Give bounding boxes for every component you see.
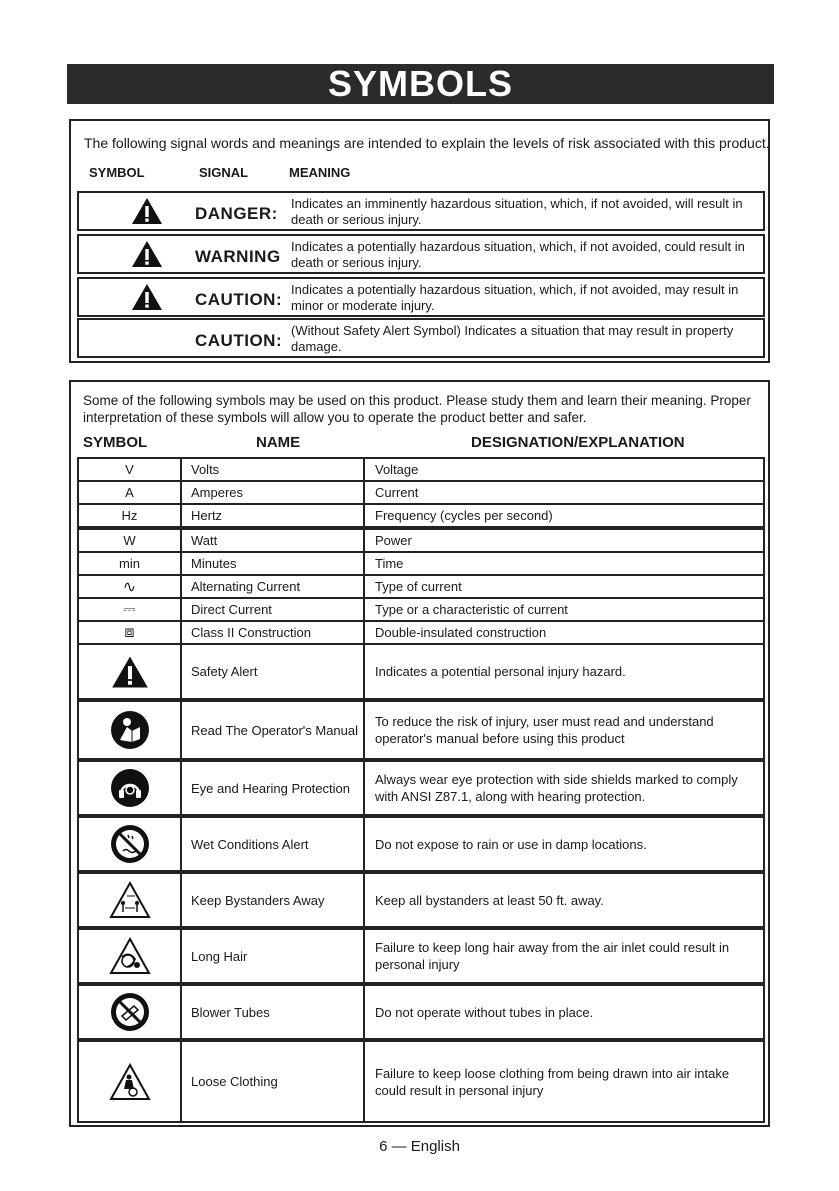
signal-intro: The following signal words and meanings are intended to explain the levels of risk associated with this product. [84,135,770,151]
symbols-section [69,380,770,1127]
symbol-designation: Failure to keep long hair away from the air inlet could result in personal injury [375,940,730,972]
table-row [77,551,765,576]
symbol-text: Hz [79,505,182,526]
symbol-designation: Time [375,556,404,571]
symbol-name: Minutes [180,553,365,574]
symbol-designation: Failure to keep loose clothing from being drawn into air intake could result in personal injury [375,1065,730,1098]
symbol-designation: Frequency (cycles per second) [375,508,553,523]
loose-clothing-icon [109,1063,151,1101]
table-row [77,872,765,928]
page-title: SYMBOLS [327,63,513,104]
header-meaning: MEANING [289,165,351,180]
signal-meaning: Indicates a potentially hazardous situation, which, if not avoided, may result in minor or moderate injury. [291,282,739,313]
signal-word: WARNING [195,247,281,266]
symbol-name: Keep Bystanders Away [180,874,365,926]
symbol-designation: Type of current [375,579,462,594]
long-hair-icon [109,937,151,975]
symbol-name: Blower Tubes [180,986,365,1038]
direct-current-icon: ⎓ [79,599,182,620]
symbol-text: W [79,530,182,551]
safety-alert-icon [131,197,163,225]
symbol-designation: Current [375,485,419,500]
wet-conditions-icon [110,824,150,864]
signal-meaning: (Without Safety Alert Symbol) Indicates a situation that may result in property damage. [291,323,734,354]
table-row [77,503,765,528]
header-signal: SIGNAL [199,165,249,180]
header-designation: DESIGNATION/EXPLANATION [471,434,685,451]
safety-alert-icon [131,283,163,311]
symbol-designation: Keep all bystanders at least 50 ft. away. [375,892,604,908]
keep-bystanders-away-icon [109,881,151,919]
signal-row-warning [77,234,765,274]
symbol-name: Watt [180,530,365,551]
symbol-text: min [79,553,182,574]
signal-word: CAUTION: [195,331,283,350]
symbol-name: Volts [180,459,365,480]
safety-alert-icon [111,655,149,689]
signal-meaning: Indicates a potentially hazardous situation, which, if not avoided, could result in death or serious injury. [291,239,745,270]
table-row [77,816,765,872]
symbol-designation: Do not operate without tubes in place. [375,1004,594,1020]
table-row [77,643,765,700]
symbol-name: Loose Clothing [180,1042,365,1121]
table-row [77,928,765,984]
symbol-name: Read The Operator's Manual [180,702,365,758]
eye-hearing-protection-icon [110,768,150,808]
table-row [77,480,765,505]
symbol-name: Class II Construction [180,622,365,643]
read-manual-icon [110,710,150,750]
symbol-designation: Always wear eye protection with side shields marked to comply with ANSI Z87.1, along with hearing protection. [375,772,738,804]
symbol-name: Wet Conditions Alert [180,818,365,870]
table-row [77,1040,765,1123]
symbol-text: A [79,482,182,503]
symbol-name: Eye and Hearing Protection [180,762,365,814]
header-symbol: SYMBOL [89,165,145,180]
signal-word: CAUTION: [195,290,283,309]
class-ii-construction-icon: ⧈ [79,622,182,643]
signal-row-caution-no-symbol [77,318,765,358]
symbol-name: Safety Alert [180,645,365,698]
header-symbol: SYMBOL [83,434,148,451]
signal-row-caution [77,277,765,317]
header-name: NAME [256,434,301,451]
alternating-current-icon: ∿ [79,576,182,597]
symbol-designation: Type or a characteristic of current [375,602,568,617]
page-footer: 6 — English [379,1138,460,1155]
signal-meaning: Indicates an imminently hazardous situation, which, if not avoided, will result in death or serious injury. [291,196,743,227]
table-row [77,760,765,816]
symbol-name: Hertz [180,505,365,526]
symbol-name: Alternating Current [180,576,365,597]
table-row [77,620,765,645]
signal-row-danger [77,191,765,231]
safety-alert-icon [131,240,163,268]
symbol-designation: Voltage [375,462,419,477]
symbol-name: Direct Current [180,599,365,620]
blower-tubes-icon [110,992,150,1032]
symbol-designation: To reduce the risk of injury, user must read and understand operator's manual before using this product [375,714,714,746]
table-row [77,574,765,599]
symbol-designation: Power [375,533,412,548]
table-row [77,457,765,482]
symbol-name: Long Hair [180,930,365,982]
table-row [77,984,765,1040]
symbol-designation: Do not expose to rain or use in damp locations. [375,836,647,852]
page-title-bar [67,64,774,104]
symbol-text: V [79,459,182,480]
symbol-designation: Indicates a potential personal injury hazard. [375,664,626,679]
symbol-name: Amperes [180,482,365,503]
table-row [77,700,765,760]
signal-word: DANGER: [195,204,278,223]
symbol-designation: Double-insulated construction [375,625,547,640]
table-row [77,528,765,553]
signal-words-section [69,119,770,363]
symbols-intro: Some of the following symbols may be used on this product. Please study them and learn their meaning. Proper interpretation of these symbols will allow you to operate the product better and safer. [83,393,751,425]
table-row [77,597,765,622]
